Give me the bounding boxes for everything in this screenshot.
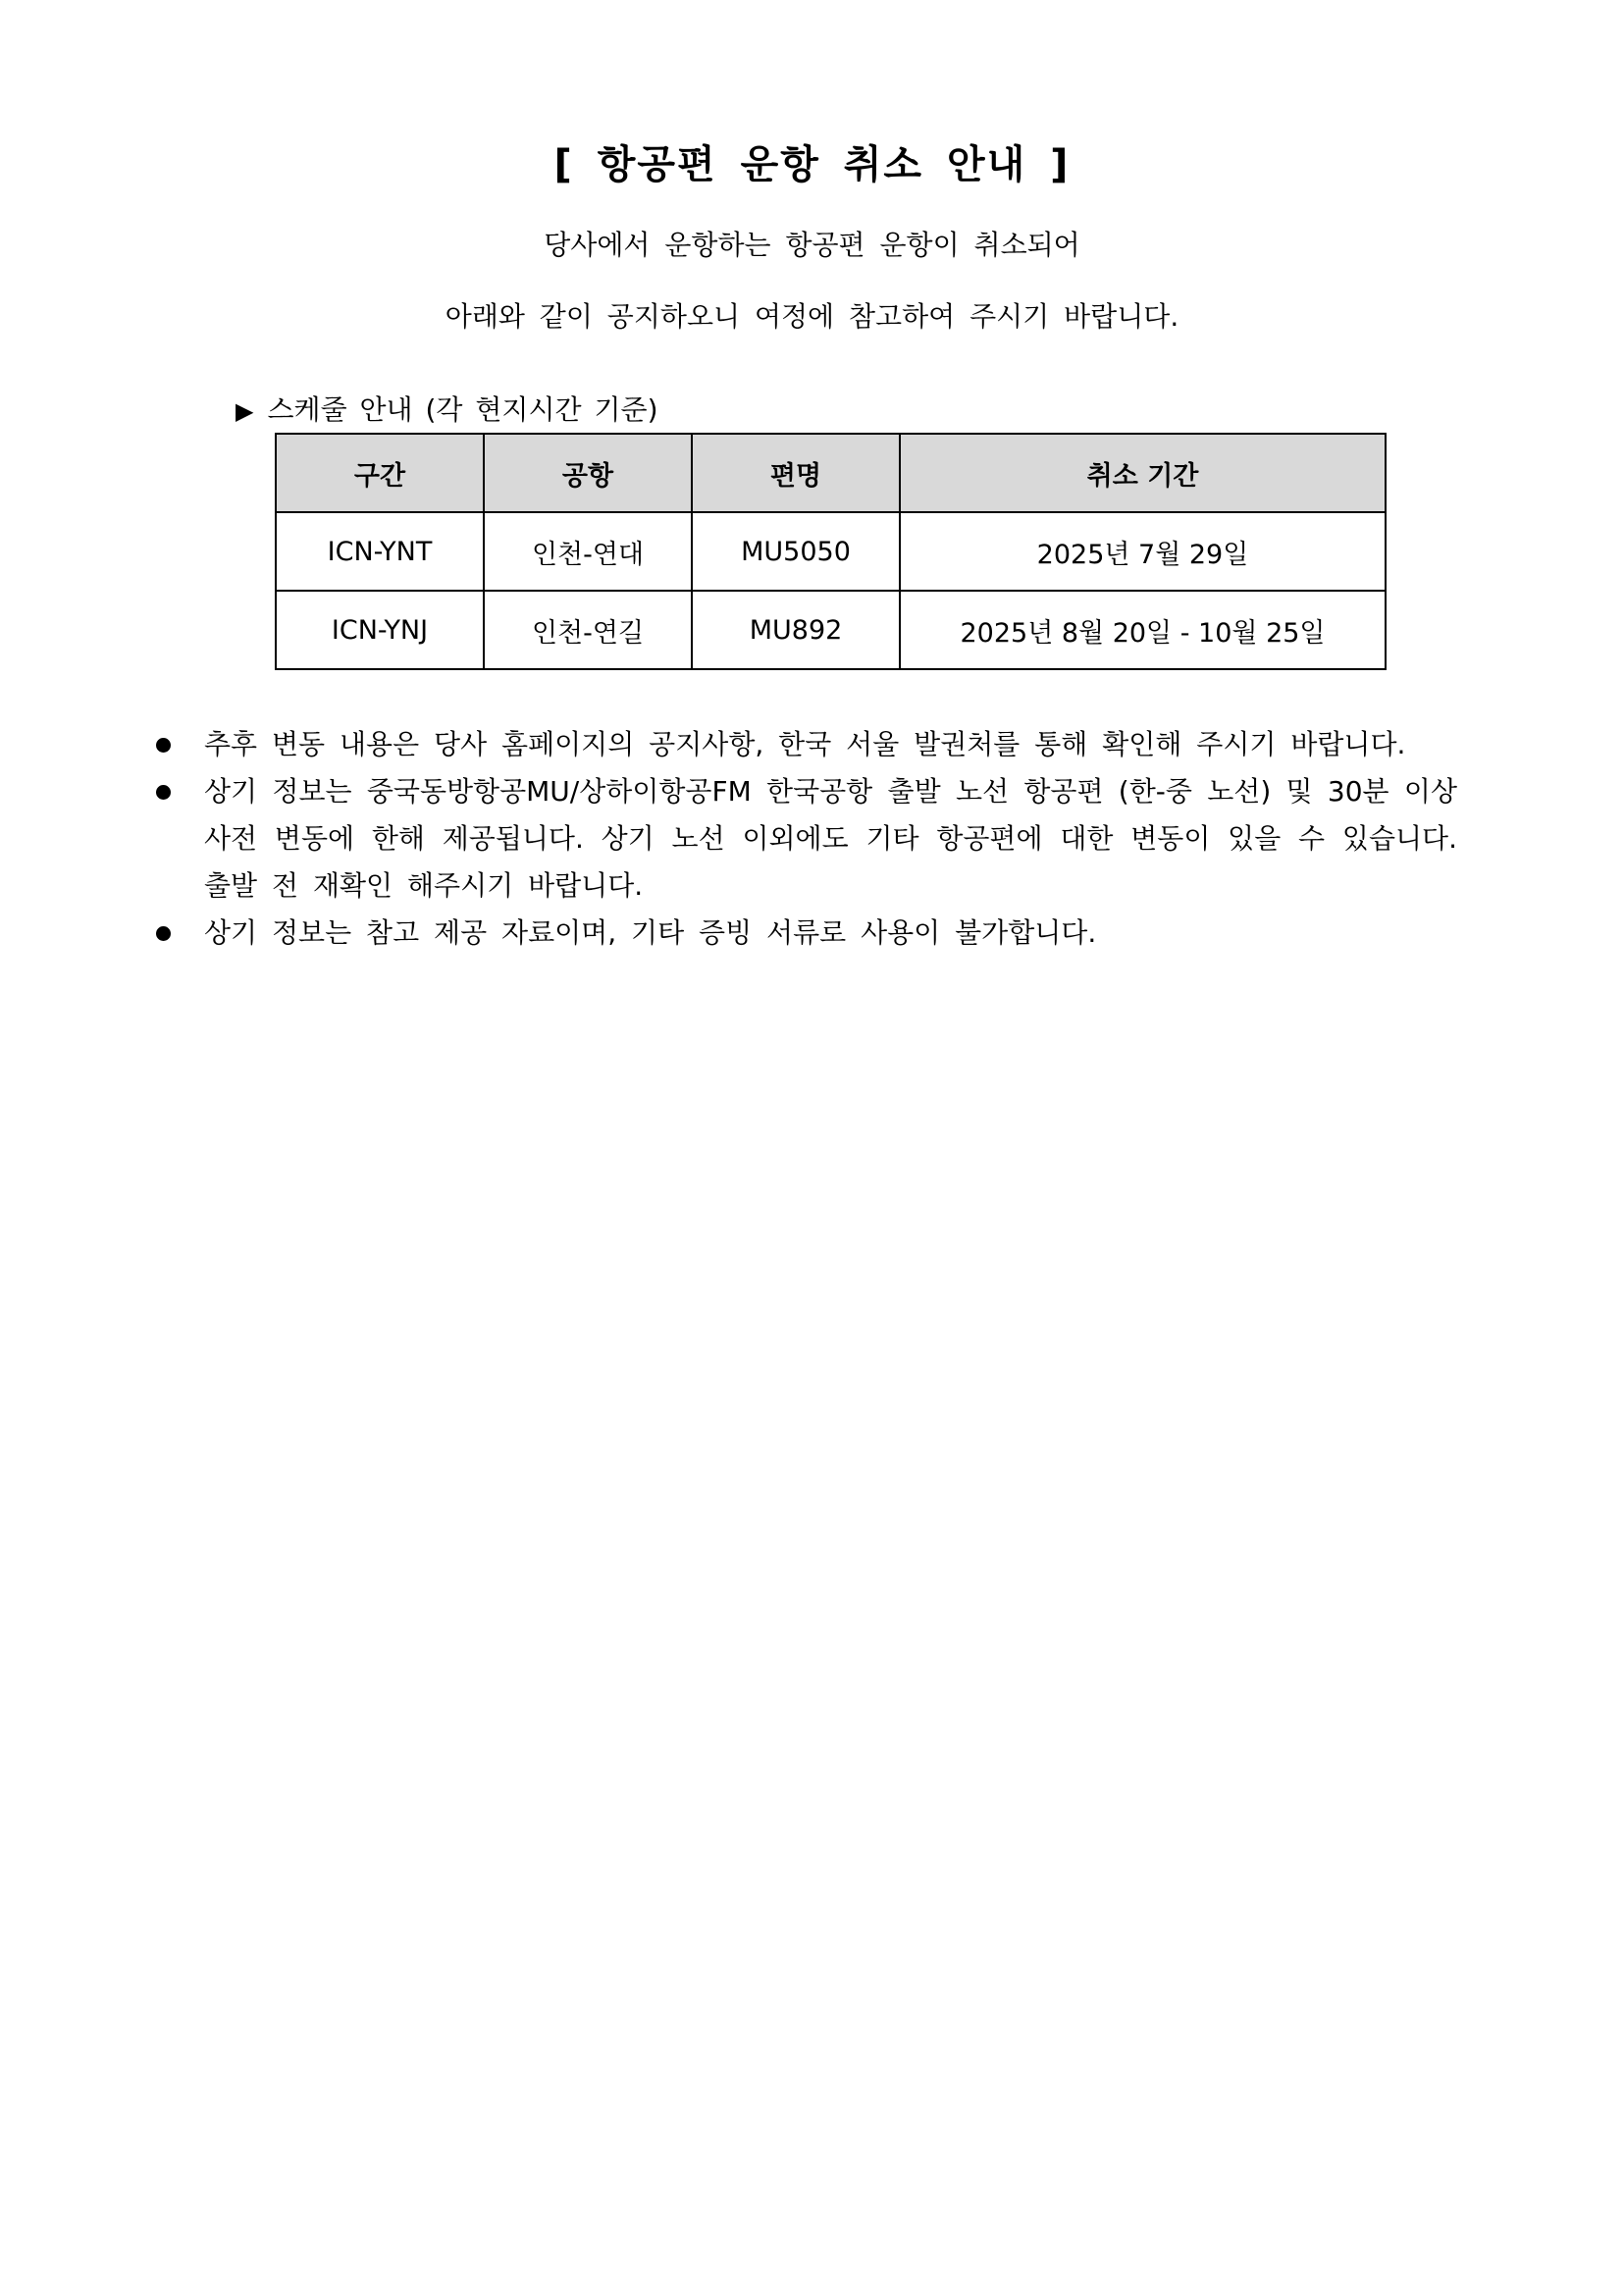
cell-airport: 인천-연길 — [484, 591, 692, 669]
note-text: 상기 정보는 중국동방항공MU/상하이항공FM 한국공항 출발 노선 항공편 (한-중 노선) 및 30분 이상 사전 변동에 한해 제공됩니다. 상기 노선 이외에도 기타 항공편에 대한 변동이 있을 수 있습니다. 출발 전 재확인 해주시기 바랍니다. — [204, 775, 1457, 902]
triangle-right-icon: ▶ — [236, 397, 254, 425]
notes-list — [152, 721, 1457, 957]
column-header-segment: 구간 — [276, 434, 484, 512]
cell-cancel-period: 2025년 8월 20일 - 10월 25일 — [900, 591, 1386, 669]
page-title: [ 항공편 운항 취소 안내 ] — [553, 142, 1071, 187]
table-header-row — [276, 434, 1386, 512]
intro-line-1: 당사에서 운항하는 항공편 운항이 취소되어 — [544, 229, 1080, 261]
cell-segment: ICN-YNJ — [276, 591, 484, 669]
table-row — [276, 591, 1386, 669]
bullet-icon — [156, 785, 171, 800]
cell-flight: MU892 — [692, 591, 900, 669]
cell-airport: 인천-연대 — [484, 512, 692, 591]
schedule-table — [275, 433, 1387, 670]
cell-segment: ICN-YNT — [276, 512, 484, 591]
bullet-icon — [156, 738, 171, 753]
note-text: 상기 정보는 참고 제공 자료이며, 기타 증빙 서류로 사용이 불가합니다. — [204, 916, 1097, 949]
note-text: 추후 변동 내용은 당사 홈페이지의 공지사항, 한국 서울 발권처를 통해 확인해 주시기 바랍니다. — [204, 728, 1406, 760]
list-item — [152, 910, 1457, 957]
list-item — [152, 721, 1457, 768]
intro-line-2: 아래와 같이 공지하오니 여정에 참고하여 주시기 바랍니다. — [445, 300, 1179, 333]
table-row — [276, 512, 1386, 591]
column-header-cancel-period: 취소 기간 — [900, 434, 1386, 512]
column-header-airport: 공항 — [484, 434, 692, 512]
cell-cancel-period: 2025년 7월 29일 — [900, 512, 1386, 591]
bullet-icon — [156, 926, 171, 941]
list-item — [152, 768, 1457, 910]
schedule-heading-label: 스케줄 안내 (각 현지시간 기준) — [267, 393, 658, 426]
column-header-flight: 편명 — [692, 434, 900, 512]
cell-flight: MU5050 — [692, 512, 900, 591]
schedule-heading — [236, 389, 658, 428]
